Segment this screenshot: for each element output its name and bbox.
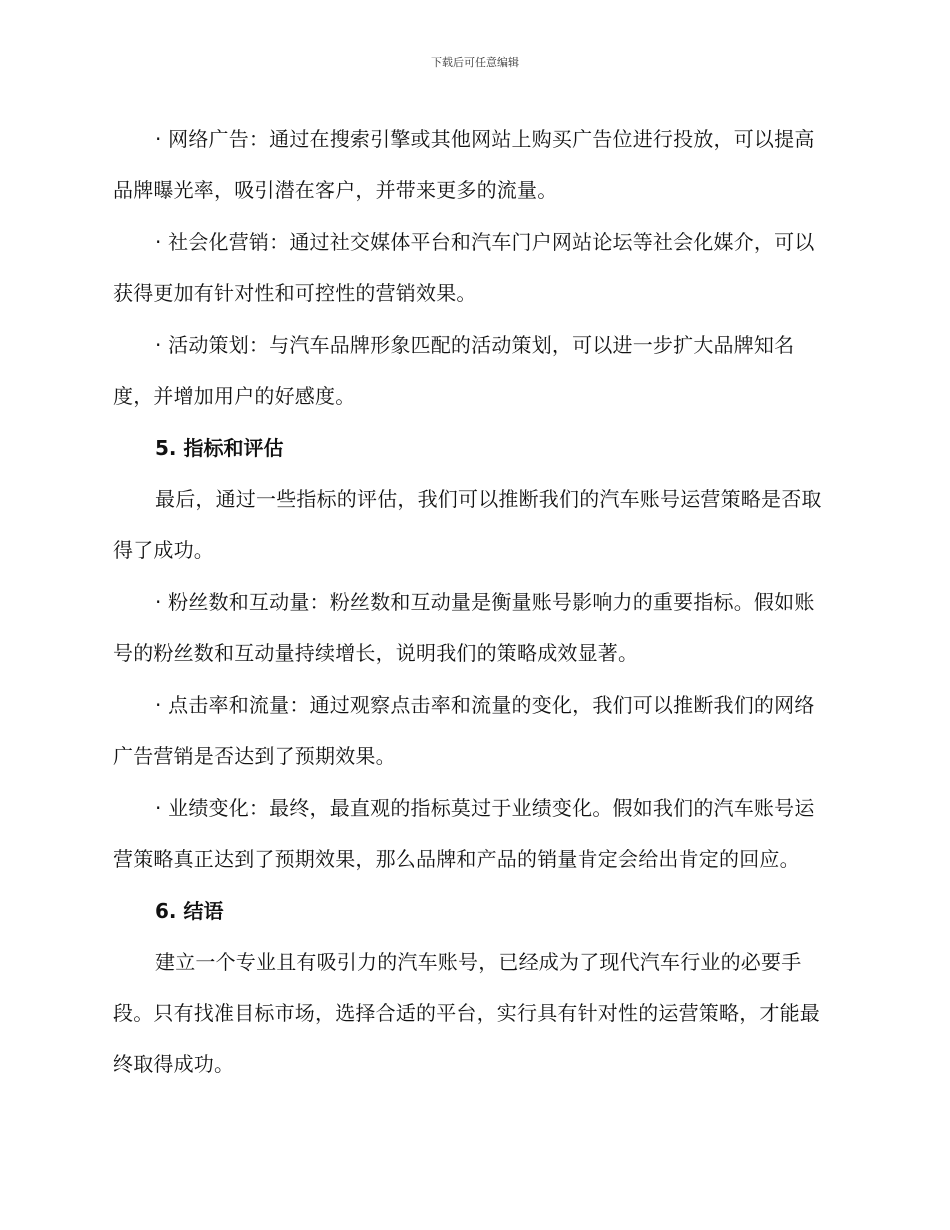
bullet-followers-engagement: · 粉丝数和互动量：粉丝数和互动量是衡量账号影响力的重要指标。假如账号的粉丝数和互动量持续增长，说明我们的策略成效显著。 (113, 590, 815, 665)
document-body (113, 114, 833, 1090)
bullet-ctr-traffic: · 点击率和流量：通过观察点击率和流量的变化，我们可以推断我们的网络广告营销是否达到了预期效果。 (113, 693, 815, 768)
section-heading-metrics: 5. 指标和评估 (155, 436, 284, 460)
bullet-performance-change: · 业绩变化：最终，最直观的指标莫过于业绩变化。假如我们的汽车账号运营策略真正达到了预期效果，那么品牌和产品的销量肯定会给出肯定的回应。 (113, 796, 815, 871)
bullet-event-planning: · 活动策划：与汽车品牌形象匹配的活动策划，可以进一步扩大品牌知名度，并增加用户的好感度。 (113, 333, 795, 408)
page-header: 下载后可任意编辑 (431, 56, 519, 69)
paragraph-metrics-intro: 最后，通过一些指标的评估，我们可以推断我们的汽车账号运营策略是否取得了成功。 (113, 487, 822, 562)
paragraph-conclusion: 建立一个专业且有吸引力的汽车账号，已经成为了现代汽车行业的必要手段。只有找准目标市场，选择合适的平台，实行具有针对性的运营策略，才能最终取得成功。 (113, 950, 820, 1076)
bullet-social-marketing: · 社会化营销：通过社交媒体平台和汽车门户网站论坛等社会化媒介，可以获得更加有针对性和可控性的营销效果。 (113, 230, 815, 305)
section-heading-conclusion: 6. 结语 (155, 899, 224, 923)
bullet-network-ads: · 网络广告：通过在搜索引擎或其他网站上购买广告位进行投放，可以提高品牌曝光率，吸引潜在客户，并带来更多的流量。 (113, 127, 815, 202)
